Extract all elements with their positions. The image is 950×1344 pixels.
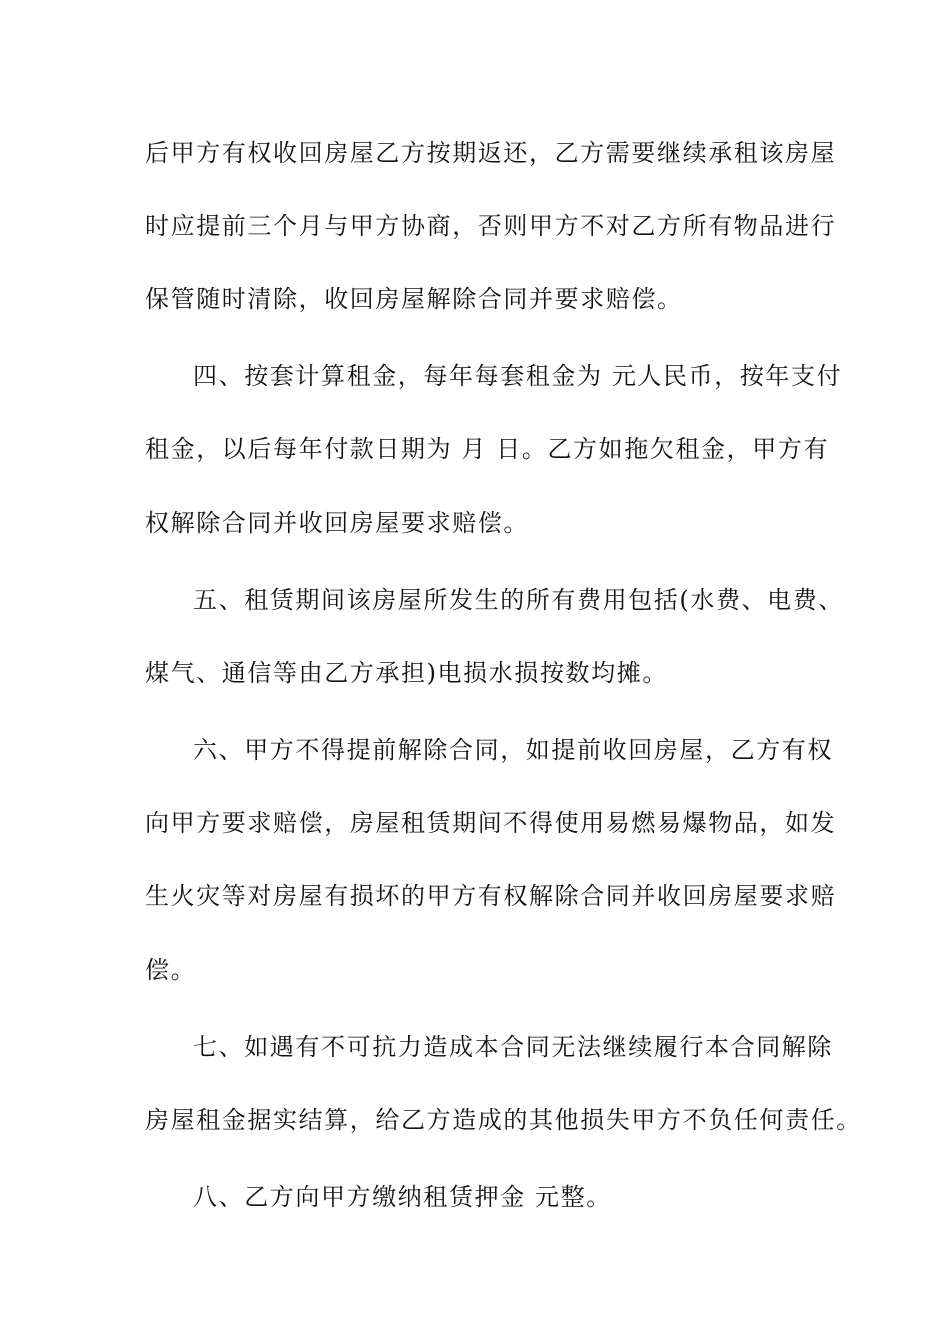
text-line: 向甲方要求赔偿，房屋租赁期间不得使用易燃易爆物品，如发 <box>145 809 837 837</box>
paragraph-5-start: 五、租赁期间该房屋所发生的所有费用包括(水费、电费、 <box>193 586 844 614</box>
paragraph-4-start: 四、按套计算租金，每年每套租金为 元人民币，按年支付 <box>193 362 843 390</box>
paragraph-7-start: 七、如遇有不可抗力造成本合同无法继续履行本合同解除 <box>193 1033 833 1061</box>
text-line: 偿。 <box>145 956 197 984</box>
text-line: 保管随时清除，收回房屋解除合同并要求赔偿。 <box>145 285 683 313</box>
text-line: 煤气、通信等由乙方承担)电损水损按数均摊。 <box>145 659 668 687</box>
text-line: 生火灾等对房屋有损坏的甲方有权解除合同并收回房屋要求赔 <box>145 882 837 910</box>
text-line: 权解除合同并收回房屋要求赔偿。 <box>145 509 529 537</box>
text-line: 时应提前三个月与甲方协商，否则甲方不对乙方所有物品进行 <box>145 212 837 240</box>
paragraph-6-start: 六、甲方不得提前解除合同，如提前收回房屋，乙方有权 <box>193 736 833 764</box>
text-line: 房屋租金据实结算，给乙方造成的其他损失甲方不负任何责任。 <box>145 1106 862 1134</box>
text-line: 租金，以后每年付款日期为 月 日。乙方如拖欠租金，甲方有 <box>145 435 830 463</box>
text-line: 后甲方有权收回房屋乙方按期返还，乙方需要继续承租该房屋 <box>145 139 837 167</box>
paragraph-8-start: 八、乙方向甲方缴纳租赁押金 元整。 <box>193 1183 612 1211</box>
